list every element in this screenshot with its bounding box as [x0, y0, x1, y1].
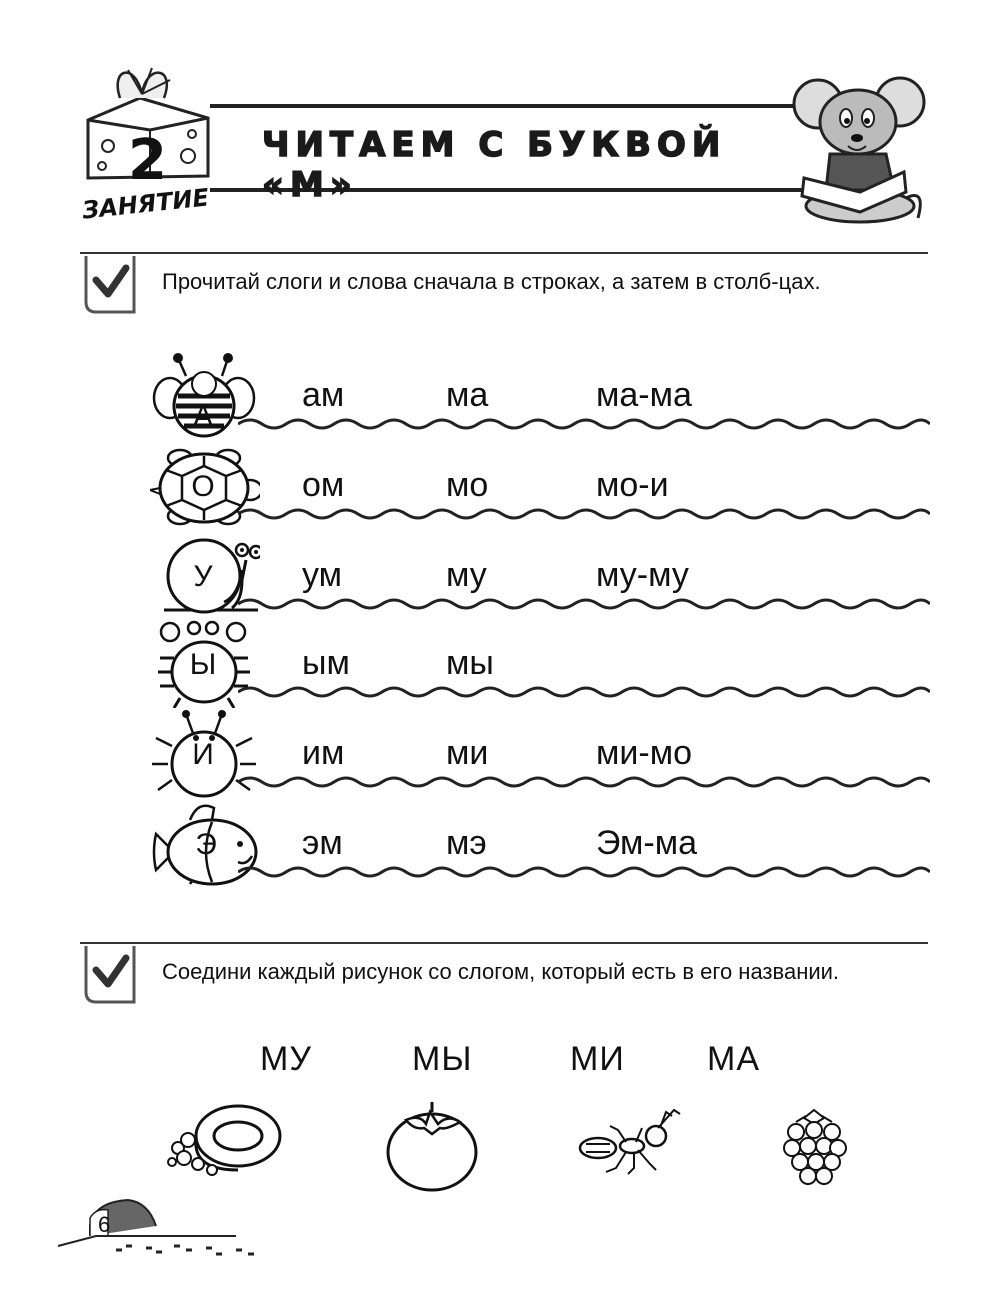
- wavy-line: [238, 862, 930, 882]
- match-syllable[interactable]: МА: [707, 1040, 760, 1078]
- syllable-row: [150, 644, 930, 734]
- syllable: ми: [446, 734, 489, 772]
- raspberry-icon[interactable]: [782, 1108, 848, 1188]
- word: Эм-ма: [596, 824, 698, 862]
- wavy-line: [238, 594, 930, 614]
- syllable: ом: [302, 466, 345, 504]
- syllable-row: [150, 556, 930, 646]
- vowel-letter: А: [192, 400, 213, 433]
- word: му-му: [596, 556, 689, 594]
- syllable: му: [446, 556, 487, 594]
- syllable-row: [150, 824, 930, 914]
- task2-divider: [80, 942, 928, 944]
- syllable: ым: [302, 644, 350, 682]
- page-number: 6: [98, 1212, 111, 1237]
- syllable: мы: [446, 644, 494, 682]
- vowel-letter: Ы: [189, 648, 217, 681]
- reading-mouse-icon: [790, 68, 930, 228]
- vowel-letter: И: [192, 738, 214, 771]
- vowel-letter: Э: [195, 828, 217, 861]
- match-syllable[interactable]: МЫ: [412, 1040, 473, 1078]
- syllable-row: [150, 734, 930, 824]
- word: мо-и: [596, 466, 669, 504]
- wavy-line: [238, 772, 930, 792]
- task2-instruction: Соедини каждый рисунок со слогом, который есть в его названии.: [162, 959, 840, 984]
- wavy-line: [238, 414, 930, 434]
- syllable: мо: [446, 466, 489, 504]
- task1-instruction: Прочитай слоги и слова сначала в строках, а затем в столб-цах.: [162, 269, 821, 294]
- page-title: ЧИТАЕМ С БУКВОЙ «М»: [262, 125, 727, 205]
- checkbox-icon[interactable]: [84, 256, 136, 314]
- mouse-hole-icon: [56, 1196, 276, 1260]
- checkbox-icon[interactable]: [84, 946, 136, 1004]
- task1-divider: [80, 252, 928, 254]
- match-syllable[interactable]: МУ: [260, 1040, 312, 1078]
- lesson-label: ЗАНЯТИЕ: [80, 183, 211, 225]
- syllable-row: [150, 466, 930, 556]
- wavy-line: [238, 682, 930, 702]
- syllable: им: [302, 734, 345, 772]
- syllable: ам: [302, 376, 345, 414]
- syllable: ум: [302, 556, 342, 594]
- ant-icon[interactable]: [576, 1108, 686, 1178]
- vowel-letter: О: [191, 470, 215, 503]
- soap-icon[interactable]: [164, 1100, 284, 1180]
- wavy-line: [238, 504, 930, 524]
- tomato-icon[interactable]: [384, 1100, 480, 1194]
- syllable: мэ: [446, 824, 487, 862]
- lesson-number: 2: [128, 128, 167, 193]
- vowel-letter: У: [193, 560, 213, 593]
- syllable-row: [150, 376, 930, 466]
- word: ма-ма: [596, 376, 692, 414]
- syllable: эм: [302, 824, 343, 862]
- syllable: ма: [446, 376, 489, 414]
- match-syllable[interactable]: МИ: [570, 1040, 625, 1078]
- word: ми-мо: [596, 734, 692, 772]
